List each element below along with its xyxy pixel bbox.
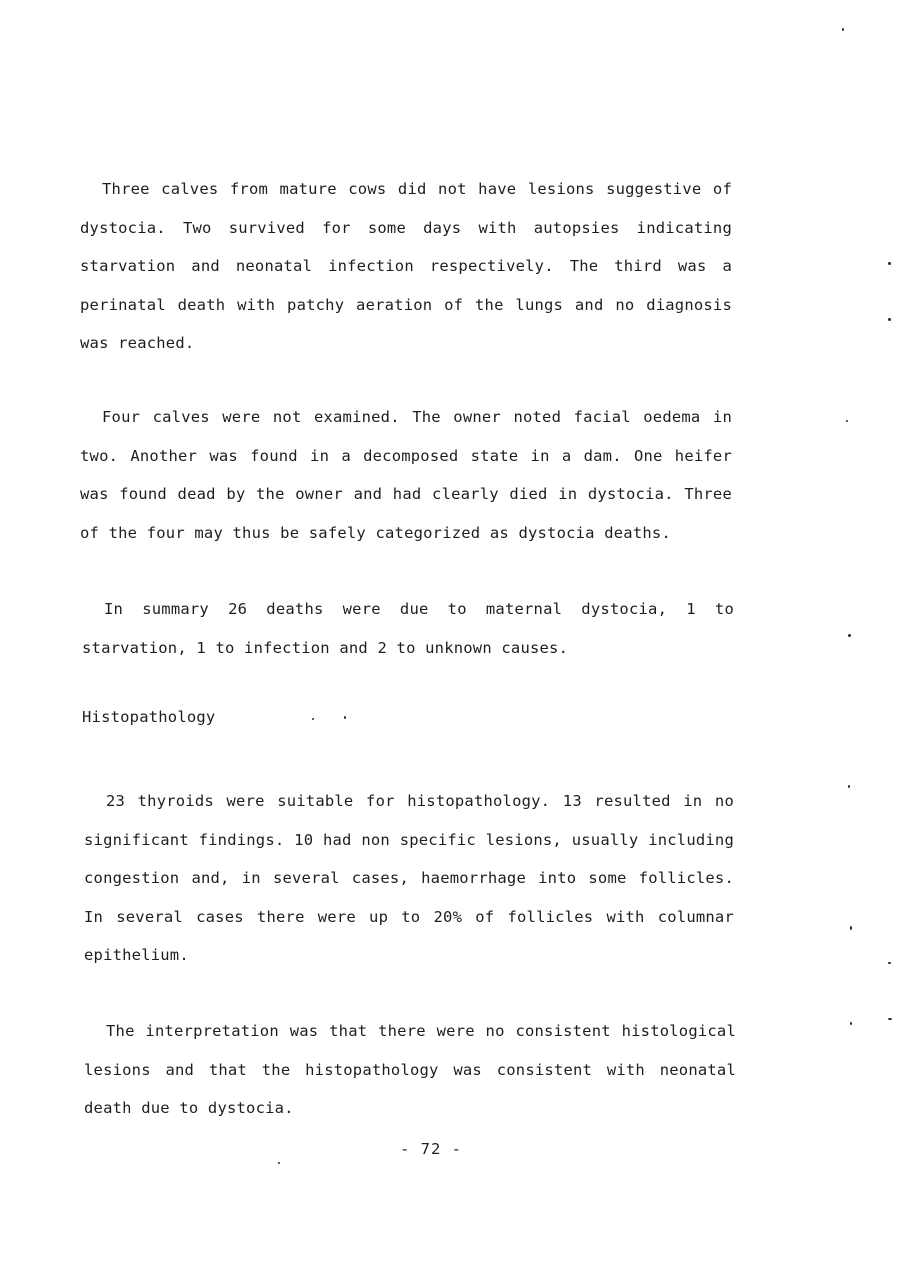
paragraph-interpretation: The interpretation was that there were no consistent histological lesions and that the histopathology was consistent with neonatal death due to dystocia.: [84, 1022, 736, 1117]
scan-speck: [848, 785, 850, 788]
paragraph-summary: In summary 26 deaths were due to maternal dystocia, 1 to starvation, 1 to infection and 2 to unknown causes.: [82, 600, 734, 657]
scan-speck: [888, 962, 891, 964]
scan-speck: [846, 420, 848, 422]
scan-speck: [888, 262, 891, 265]
scan-speck: [278, 1162, 280, 1164]
section-heading-histopathology: Histopathology: [82, 708, 216, 726]
scan-speck: [848, 634, 851, 637]
paragraph-calves-not-examined: Four calves were not examined. The owner noted facial oedema in two. Another was found in a decomposed state in a dam. One heifer was found dead by the owner and had clearly died in dystocia. Three of the four may thus be safely categorized as dystocia deaths.: [80, 408, 732, 542]
scan-speck: [850, 926, 852, 930]
scan-speck: [344, 716, 346, 719]
scan-speck: [850, 1022, 852, 1025]
scan-speck: [888, 318, 891, 321]
scan-speck: [312, 718, 314, 720]
paragraph-thyroid-findings: 23 thyroids were suitable for histopathology. 13 resulted in no significant findings. 10 had non specific lesions, usually including congestion and, in several cases, haemorrhage into some follicles. In several cases there were up to 20% of follicles with columnar epithelium.: [84, 792, 734, 964]
scan-speck: [888, 1018, 892, 1020]
page-number: - 72 -: [400, 1140, 462, 1158]
paragraph-calves-mature-cows: Three calves from mature cows did not have lesions suggestive of dystocia. Two survived for some days with autopsies indicating starvation and neonatal infection respectively. The third was a perinatal death with patchy aeration of the lungs and no diagnosis was reached.: [80, 180, 732, 352]
scan-speck: [842, 28, 844, 31]
